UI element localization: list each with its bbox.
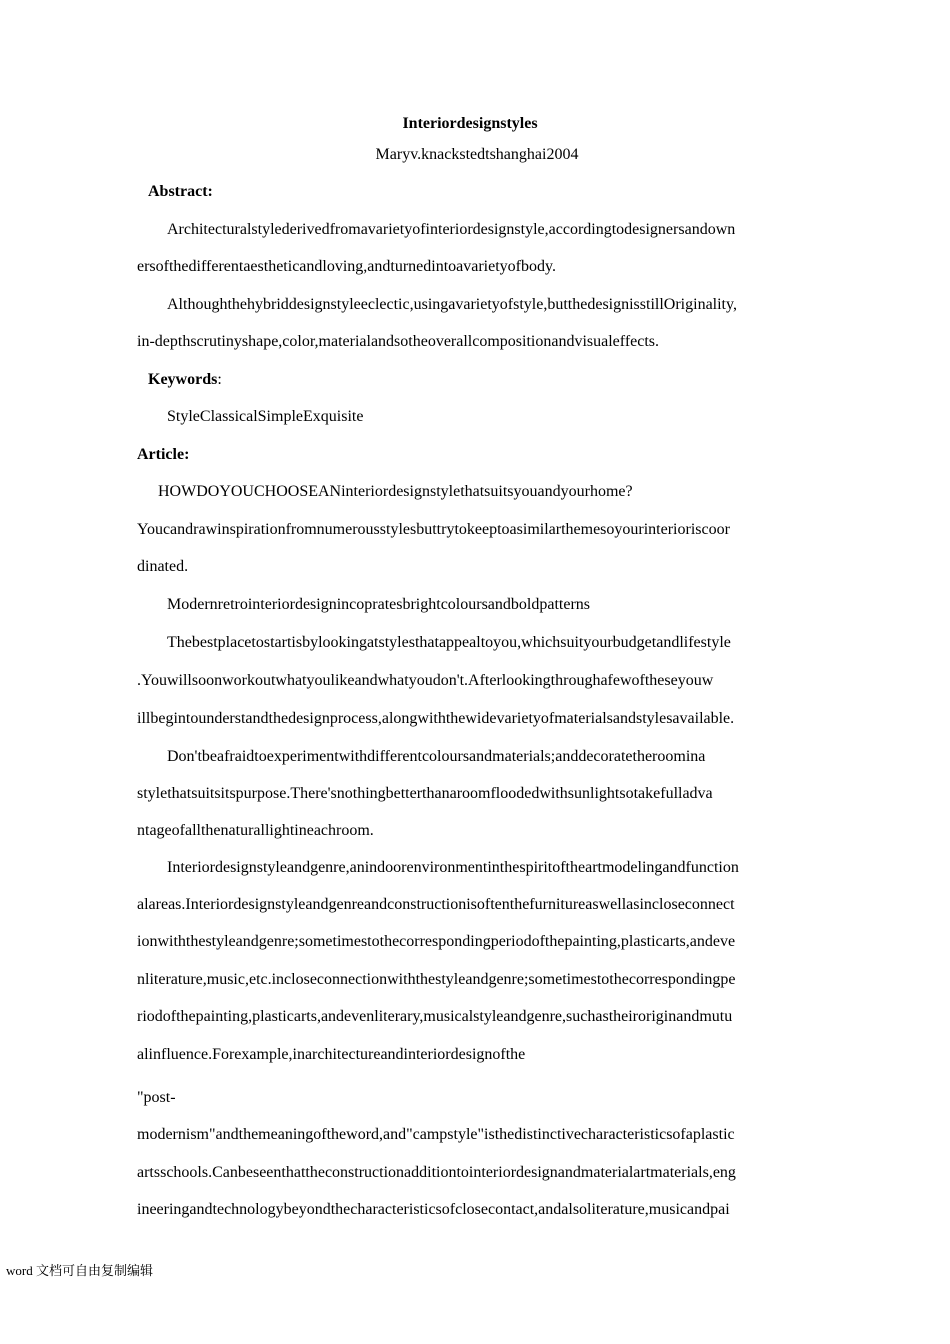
- abstract-heading: Abstract:: [148, 183, 213, 200]
- article-line: riodofthepainting,plasticarts,andevenliterary,musicalstyleandgenre,suchastheiroriginandmutu: [137, 1008, 733, 1025]
- article-line: stylethatsuitsitspurpose.There'snothingbetterthanaroomfloodedwithsunlightsotakefulladva: [137, 785, 713, 802]
- article-line: Modernretrointeriordesignincopratesbrightcoloursandboldpatterns: [167, 596, 590, 613]
- article-line: ionwiththestyleandgenre;sometimestothecorrespondingperiodofthepainting,plasticarts,andeve: [137, 933, 736, 950]
- article-line: modernism"andthemeaningoftheword,and"campstyle"isthedistinctivecharacteristicsofaplastic: [137, 1126, 735, 1143]
- article-line: artsschools.Canbeseenthattheconstructionadditiontointeriordesignandmaterialartmaterials,eng: [137, 1164, 736, 1181]
- keywords-row: [148, 370, 222, 390]
- article-line: ntageofallthenaturallightineachroom.: [137, 822, 374, 839]
- document-title: Interiordesignstyles: [402, 115, 538, 132]
- article-line: nliterature,music,etc.incloseconnectionwiththestyleandgenre;sometimestothecorrespondingpe: [137, 971, 736, 988]
- article-line: illbegintounderstandthedesignprocess,alongwiththewidevarietyofmaterialsandstylesavailable.: [137, 710, 735, 727]
- abstract-line: Architecturalstylederivedfromavarietyofinteriordesignstyle,accordingtodesignersandown: [167, 221, 736, 238]
- document-author: Maryv.knackstedtshanghai2004: [375, 146, 579, 163]
- keywords-value: StyleClassicalSimpleExquisite: [167, 408, 364, 425]
- article-line: Thebestplacetostartisbylookingatstylesthatappealtoyou,whichsuityourbudgetandlifestyle: [167, 634, 731, 651]
- article-line: alinfluence.Forexample,inarchitectureandinteriordesignofthe: [137, 1046, 526, 1063]
- keywords-heading: Keywords: [148, 371, 218, 388]
- abstract-line: Althoughthehybriddesignstyleeclectic,usingavarietyofstyle,butthedesignisstillOriginality,: [167, 296, 737, 313]
- article-line: Youcandrawinspirationfromnumerousstylesbuttrytokeeptoasimilarthemesoyourinterioriscoor: [137, 521, 730, 538]
- article-line: Interiordesignstyleandgenre,anindoorenvironmentinthespiritoftheartmodelingandfunction: [167, 859, 739, 876]
- article-line: alareas.Interiordesignstyleandgenreandconstructionisoftenthefurnitureaswellasincloseconnect: [137, 896, 735, 913]
- footer-note: word 文档可自由复制编辑: [6, 1263, 153, 1278]
- article-line: ineeringandtechnologybeyondthecharacteristicsofclosecontact,andalsoliterature,musicandpai: [137, 1201, 730, 1218]
- article-line: HOWDOYOUCHOOSEANinteriordesignstylethatsuitsyouandyourhome?: [158, 483, 633, 500]
- keywords-colon: :: [217, 371, 222, 388]
- abstract-line: in-depthscrutinyshape,color,materialandsotheoverallcompositionandvisualeffects.: [137, 333, 660, 350]
- article-line: "post-: [137, 1089, 176, 1106]
- article-line: Don'tbeafraidtoexperimentwithdifferentcoloursandmaterials;anddecoratetheroomina: [167, 748, 706, 765]
- article-heading: Article:: [137, 446, 190, 463]
- article-line: dinated.: [137, 558, 189, 575]
- abstract-line: ersofthedifferentaestheticandloving,andturnedintoavarietyofbody.: [137, 258, 556, 275]
- article-line: .Youwillsoonworkoutwhatyoulikeandwhatyoudon't.Afterlookingthroughafewoftheseyouw: [137, 672, 714, 689]
